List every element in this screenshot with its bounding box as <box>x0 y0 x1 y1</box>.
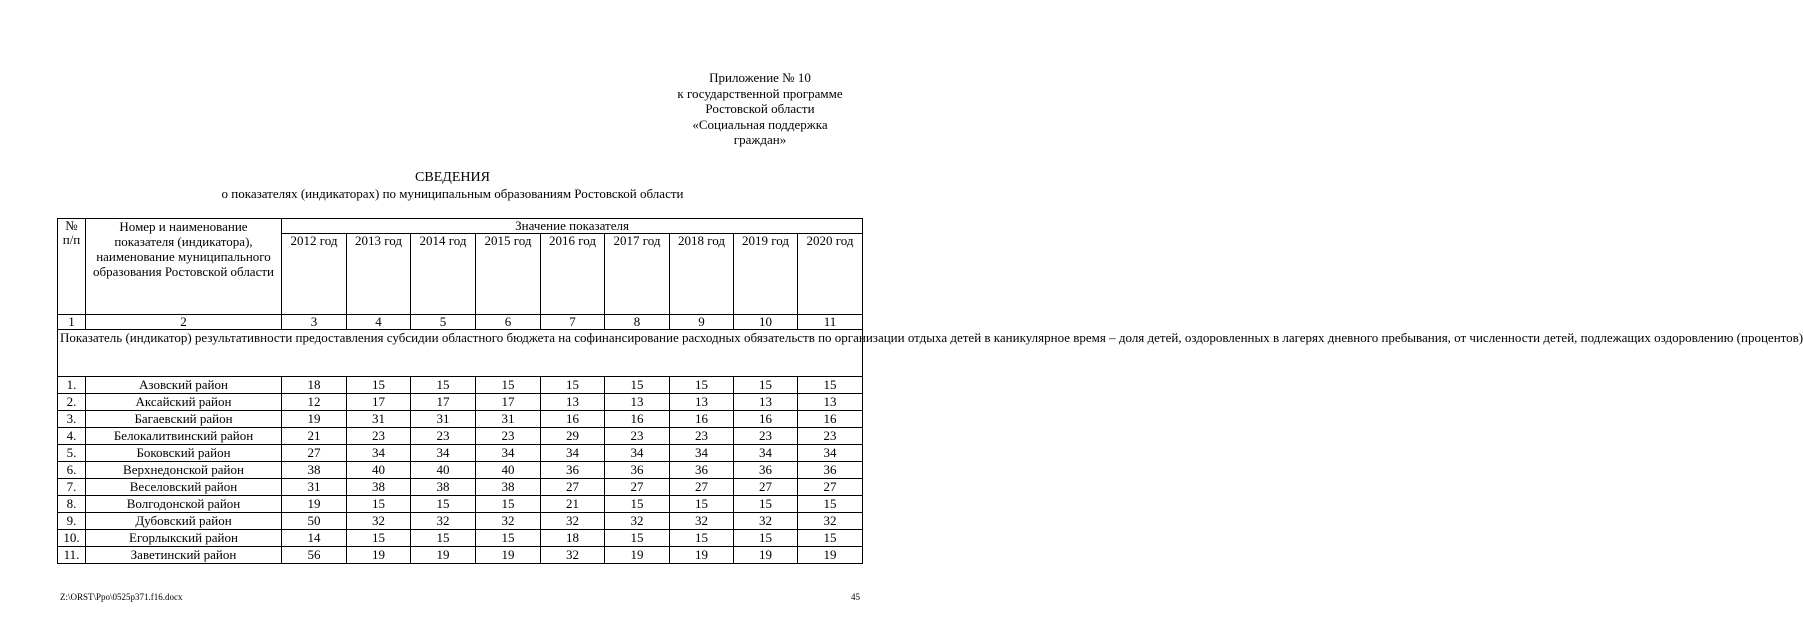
value-cell: 13 <box>605 394 670 411</box>
row-number: 6. <box>58 462 86 479</box>
value-cell: 15 <box>798 530 863 547</box>
district-name: Егорлыкский район <box>86 530 282 547</box>
district-name: Белокалитвинский район <box>86 428 282 445</box>
value-cell: 23 <box>411 428 476 445</box>
value-cell: 40 <box>347 462 411 479</box>
value-cell: 38 <box>476 479 541 496</box>
value-cell: 16 <box>541 411 605 428</box>
value-cell: 38 <box>282 462 347 479</box>
table-row <box>58 445 863 462</box>
value-cell: 16 <box>798 411 863 428</box>
row-number: 1. <box>58 377 86 394</box>
row-number: 2. <box>58 394 86 411</box>
value-cell: 32 <box>798 513 863 530</box>
value-cell: 19 <box>282 411 347 428</box>
row-number: 5. <box>58 445 86 462</box>
value-cell: 32 <box>541 547 605 564</box>
value-cell: 16 <box>605 411 670 428</box>
district-name: Веселовский район <box>86 479 282 496</box>
table-row <box>58 377 863 394</box>
value-cell: 15 <box>798 496 863 513</box>
value-cell: 34 <box>347 445 411 462</box>
column-number: 10 <box>734 315 798 330</box>
header-year: 2012 год <box>282 234 347 315</box>
value-cell: 23 <box>605 428 670 445</box>
value-cell: 15 <box>476 496 541 513</box>
value-cell: 19 <box>282 496 347 513</box>
value-cell: 27 <box>798 479 863 496</box>
value-cell: 31 <box>411 411 476 428</box>
value-cell: 40 <box>411 462 476 479</box>
value-cell: 17 <box>411 394 476 411</box>
value-cell: 34 <box>798 445 863 462</box>
value-cell: 13 <box>734 394 798 411</box>
row-number: 11. <box>58 547 86 564</box>
value-cell: 15 <box>347 496 411 513</box>
value-cell: 21 <box>282 428 347 445</box>
value-cell: 23 <box>798 428 863 445</box>
value-cell: 27 <box>734 479 798 496</box>
value-cell: 17 <box>476 394 541 411</box>
footer-file-path: Z:\ORST\Ppo\0525p371.f16.docx <box>60 592 183 602</box>
district-name: Азовский район <box>86 377 282 394</box>
value-cell: 32 <box>605 513 670 530</box>
document-subtitle: о показателях (индикаторах) по муниципальным образованиям Ростовской области <box>221 186 684 201</box>
value-cell: 23 <box>347 428 411 445</box>
table-row <box>58 462 863 479</box>
value-cell: 34 <box>605 445 670 462</box>
value-cell: 15 <box>670 530 734 547</box>
value-cell: 18 <box>282 377 347 394</box>
value-cell: 36 <box>734 462 798 479</box>
column-number: 1 <box>58 315 86 330</box>
value-cell: 15 <box>734 530 798 547</box>
row-number: 8. <box>58 496 86 513</box>
district-name: Аксайский район <box>86 394 282 411</box>
value-cell: 36 <box>670 462 734 479</box>
value-cell: 34 <box>541 445 605 462</box>
value-cell: 15 <box>798 377 863 394</box>
value-cell: 31 <box>347 411 411 428</box>
header-num: № п/п <box>58 219 86 315</box>
value-cell: 50 <box>282 513 347 530</box>
value-cell: 27 <box>541 479 605 496</box>
header-year: 2019 год <box>734 234 798 315</box>
value-cell: 21 <box>541 496 605 513</box>
column-numbers-row <box>58 315 863 330</box>
value-cell: 15 <box>734 377 798 394</box>
document-title: СВЕДЕНИЯ <box>415 170 490 185</box>
column-number: 8 <box>605 315 670 330</box>
column-number: 4 <box>347 315 411 330</box>
table-row <box>58 530 863 547</box>
value-cell: 15 <box>605 530 670 547</box>
value-cell: 32 <box>476 513 541 530</box>
value-cell: 38 <box>347 479 411 496</box>
value-cell: 15 <box>605 496 670 513</box>
value-cell: 19 <box>411 547 476 564</box>
value-cell: 15 <box>476 530 541 547</box>
district-name: Заветинский район <box>86 547 282 564</box>
row-number: 3. <box>58 411 86 428</box>
value-cell: 27 <box>282 445 347 462</box>
district-name: Дубовский район <box>86 513 282 530</box>
value-cell: 13 <box>798 394 863 411</box>
header-year: 2018 год <box>670 234 734 315</box>
district-name: Волгодонской район <box>86 496 282 513</box>
table-row <box>58 479 863 496</box>
value-cell: 19 <box>476 547 541 564</box>
appendix-line: «Социальная поддержка <box>692 116 828 132</box>
value-cell: 15 <box>347 377 411 394</box>
value-cell: 18 <box>541 530 605 547</box>
value-cell: 16 <box>670 411 734 428</box>
value-cell: 15 <box>670 377 734 394</box>
value-cell: 31 <box>476 411 541 428</box>
column-number: 7 <box>541 315 605 330</box>
value-cell: 15 <box>734 496 798 513</box>
header-value-group: Значение показателя <box>282 219 863 234</box>
table-row <box>58 513 863 530</box>
value-cell: 36 <box>605 462 670 479</box>
value-cell: 13 <box>670 394 734 411</box>
table-row <box>58 547 863 564</box>
value-cell: 23 <box>734 428 798 445</box>
value-cell: 15 <box>605 377 670 394</box>
column-number: 9 <box>670 315 734 330</box>
value-cell: 15 <box>541 377 605 394</box>
value-cell: 27 <box>670 479 734 496</box>
header-year: 2013 год <box>347 234 411 315</box>
value-cell: 36 <box>541 462 605 479</box>
value-cell: 16 <box>734 411 798 428</box>
value-cell: 19 <box>670 547 734 564</box>
value-cell: 12 <box>282 394 347 411</box>
value-cell: 34 <box>734 445 798 462</box>
value-cell: 38 <box>411 479 476 496</box>
header-year: 2016 год <box>541 234 605 315</box>
district-name: Багаевский район <box>86 411 282 428</box>
district-name: Боковский район <box>86 445 282 462</box>
header-name: Номер и наименование показателя (индикатора), наименование муниципального образования Ростовской области <box>86 219 282 315</box>
value-cell: 19 <box>605 547 670 564</box>
district-name: Верхнедонской район <box>86 462 282 479</box>
header-year: 2020 год <box>798 234 863 315</box>
value-cell: 19 <box>798 547 863 564</box>
value-cell: 29 <box>541 428 605 445</box>
header-row-1 <box>58 219 863 234</box>
value-cell: 32 <box>541 513 605 530</box>
value-cell: 32 <box>734 513 798 530</box>
value-cell: 32 <box>347 513 411 530</box>
value-cell: 15 <box>670 496 734 513</box>
value-cell: 23 <box>476 428 541 445</box>
appendix-line: к государственной программе <box>677 85 843 101</box>
value-cell: 15 <box>347 530 411 547</box>
indicators-table <box>57 218 1803 564</box>
footer-page-number: 45 <box>851 592 860 602</box>
row-number: 7. <box>58 479 86 496</box>
column-number: 6 <box>476 315 541 330</box>
value-cell: 14 <box>282 530 347 547</box>
table-row <box>58 411 863 428</box>
value-cell: 34 <box>476 445 541 462</box>
value-cell: 31 <box>282 479 347 496</box>
table-row <box>58 496 863 513</box>
appendix-line: Приложение № 10 <box>709 70 811 85</box>
header-year: 2015 год <box>476 234 541 315</box>
value-cell: 32 <box>670 513 734 530</box>
row-number: 9. <box>58 513 86 530</box>
value-cell: 27 <box>605 479 670 496</box>
value-cell: 56 <box>282 547 347 564</box>
row-number: 4. <box>58 428 86 445</box>
value-cell: 34 <box>670 445 734 462</box>
value-cell: 19 <box>347 547 411 564</box>
value-cell: 40 <box>476 462 541 479</box>
value-cell: 36 <box>798 462 863 479</box>
value-cell: 15 <box>411 377 476 394</box>
appendix-line: Ростовской области <box>705 101 815 116</box>
value-cell: 15 <box>476 377 541 394</box>
table-row <box>58 428 863 445</box>
indicator-row <box>58 330 863 377</box>
column-number: 2 <box>86 315 282 330</box>
value-cell: 15 <box>411 496 476 513</box>
row-number: 10. <box>58 530 86 547</box>
data-body <box>58 377 863 564</box>
table-row <box>58 394 863 411</box>
value-cell: 32 <box>411 513 476 530</box>
value-cell: 19 <box>734 547 798 564</box>
value-cell: 23 <box>670 428 734 445</box>
header-year: 2014 год <box>411 234 476 315</box>
value-cell: 34 <box>411 445 476 462</box>
appendix-line: граждан» <box>733 132 787 147</box>
value-cell: 15 <box>411 530 476 547</box>
column-number: 11 <box>798 315 863 330</box>
indicator-description: Показатель (индикатор) результативности предоставления субсидии областного бюджета на софинансирование расходных обязательств по организации отдыха детей в каникулярное время – доля детей, оздоровленных в лагерях дневного пребывания, от численности детей, подлежащих оздоровлению (процентов) <box>58 330 863 377</box>
appendix-block <box>615 70 905 148</box>
column-number: 5 <box>411 315 476 330</box>
value-cell: 17 <box>347 394 411 411</box>
value-cell: 13 <box>541 394 605 411</box>
column-number: 3 <box>282 315 347 330</box>
header-year: 2017 год <box>605 234 670 315</box>
